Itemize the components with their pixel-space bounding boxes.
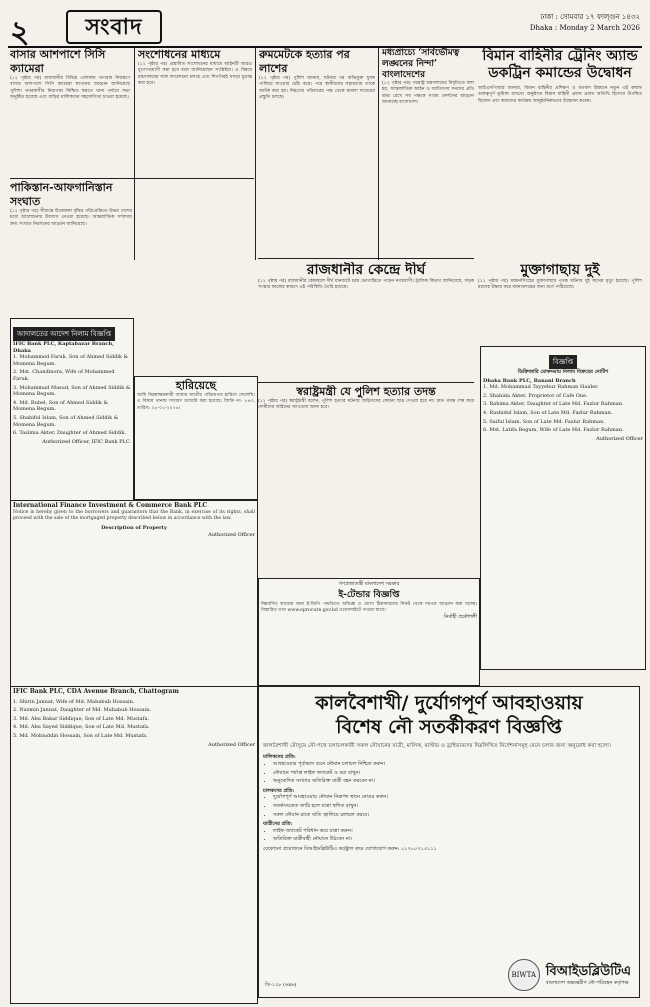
list-item: • অনুমোদিত সংখ্যার অতিরিক্ত যাত্রী বহন করবেন না। (273, 778, 635, 785)
notice-party-list (483, 384, 643, 434)
story-body: (১২ পৃষ্ঠার পর) রাজধানীর কেন্দ্রস্থলে দীর্ঘ যানজটে চরম ভোগান্তিতে পড়েন নগরবাসী। ট্রাফিক বিভাগ জানিয়েছে, সড়ক সংস্কার কাজের কারণে এই পরিস্থিতি তৈরি হয়েছে। (258, 279, 474, 291)
list-item: 2. Shahida Akter, Proprietor of Cafe One. (483, 392, 588, 399)
schedule-title: Description of Property (101, 525, 167, 532)
passengers-title: যাত্রীদের প্রতি: (263, 821, 293, 828)
list-item: • লাইফ জ্যাকেট পরিধান করে যাত্রা করুন। (273, 828, 635, 835)
story-amendment (138, 48, 252, 258)
story-middle-east (382, 48, 474, 258)
notice-ific-cda (10, 686, 258, 1004)
list-item: • আবহাওয়ার পূর্বাভাস শুনে নৌযান চলাচল নিশ্চিত করুন। (273, 761, 635, 768)
story-body: (১২ পৃষ্ঠার পর) পুলিশ জানায়, ঘটনার পর অভিযুক্ত যুবক পালিয়ে যাওয়ার চেষ্টা করে। পরে স্থানীয়দের সহায়তায় তাকে আটক করা হয়। নিহতের পরিবারের পক্ষ থেকে মামলা দায়েরের প্রস্তুতি চলছে। (259, 76, 375, 101)
list-item: 4. Rashidul Islam, Son of Late Md. Fazlur Rahman. (483, 409, 613, 416)
newspaper-logo: সংবাদ (66, 10, 162, 44)
list-item: • নৌযানে পর্যাপ্ত লাইফ জ্যাকেট ও বয়া রাখুন। (273, 770, 635, 777)
story-headline: সংশোধনের মাধ্যমে (138, 48, 221, 61)
notice-banner: বিজ্ঞপ্তি (549, 355, 577, 369)
story-roommate (259, 48, 375, 248)
list-item: 3. Mohammad Masud, Son of Ahmed Siddik & Momena Begum. (13, 384, 131, 398)
story-headline: মধ্যপ্রাচ্যে ‘সার্বভৌমত্ব লঙ্ঘনের নিন্দা’ বাংলাদেশের (382, 48, 460, 80)
story-body: আইএসপিআর জানায়, বিমান বাহিনীর প্রশিক্ষণ ও মতবাদ উন্নয়নে নতুন এই কমান্ড গুরুত্বপূর্ণ ভূমিকা রাখবে। অনুষ্ঠানে বিমান বাহিনী প্রধান প্রধান অতিথি হিসেবে উপস্থিত ছিলেন এবং কমান্ডের কার্যক্রম আনুষ্ঠানিকভাবে উদ্বোধন করেন। (478, 86, 642, 104)
list-item: 6. Taslima Akter, Daughter of Ahmed Siddik. (13, 430, 126, 437)
list-item: 1. Md. Mohammad Tayyebur Rahman Haider. (483, 384, 599, 391)
notice-heading: ই-টেন্ডার বিজ্ঞপ্তি (338, 589, 400, 600)
story-body: (১২ পৃষ্ঠার পর) সীমান্তে উত্তেজনা বৃদ্ধির পরিপ্রেক্ষিতে উভয় দেশের মধ্যে আলোচনার উদ্যোগ নেওয়া হয়েছে। আন্তর্জাতিক সম্প্রদায় দ্রুত সংঘাত নিরসনের আহ্বান জানিয়েছে। (10, 209, 132, 227)
list-item: • সকল নৌযান রাতে বাতি জ্বালিয়ে চলাচল করবে। (273, 812, 635, 819)
warning-intro: কালবৈশাখী মৌসুমে নৌ-পথে চলাচলকারী সকল নৌযানের যাত্রী, মালিক, মাস্টার ও ড্রাইভারদের নিম্নলিখিত নির্দেশনাসমূহ মেনে চলার জন্য অনুরোধ করা হলো। (263, 743, 611, 749)
list-item: 3. Rahima Akter, Daughter of Late Md. Fazlur Rahman. (483, 401, 624, 408)
notice-party-list (13, 354, 131, 437)
section-rule (258, 382, 474, 383)
story-airforce (478, 48, 642, 260)
warning-heading-1: কালবৈশাখী/ দুর্যোগপূর্ণ আবহাওয়ায় (315, 692, 583, 714)
list-item: 1. Mohammed Faruk, Son of Ahmed Siddik & Momena Begum. (13, 354, 128, 367)
story-body: (১২ পৃষ্ঠার পর) প্রস্তাবিত সংশোধনের মাধ্যমে আইনটি আরও যুগোপযোগী করা হবে বলে জানিয়েছেন সংশ্লিষ্টরা। এ বিষয়ে মন্ত্রণালয়ের সঙ্গে আলোচনা চলছে এবং শিগগিরই খসড়া চূড়ান্ত করা হবে। (138, 62, 252, 87)
notice-heading: IFIC Bank PLC, CDA Avenue Branch, Chattogram (13, 688, 179, 695)
story-headline: পাকিস্তান-আফগানিস্তান সংঘাত (10, 181, 113, 208)
notice-heading: International Finance Investment & Commerce Bank PLC (13, 502, 208, 509)
page-number: ২ (10, 15, 30, 50)
passengers-list (263, 828, 635, 843)
biwta-emblem-icon: BIWTA (508, 959, 540, 991)
dateline (530, 12, 640, 34)
notice-signature: Authorized Officer (208, 532, 255, 538)
lost-heading: হারিয়েছে (175, 379, 217, 392)
notice-heading: আদালতের আদেশ নিলাম বিজ্ঞপ্তি (13, 327, 115, 341)
notice-etender (258, 578, 480, 686)
notice-ifc-sale (10, 500, 258, 688)
owners-list (263, 761, 635, 785)
warning-agency-block (508, 959, 631, 991)
list-item: 5. Md. Mohiuddin Hossain, Son of Late Md. Mustafa. (13, 732, 148, 739)
notice-bank: IFIC Bank PLC, Kaptabazar Branch, Dhaka (13, 341, 114, 354)
owners-title: মালিকদের প্রতি: (263, 754, 296, 761)
notice-heading: ডিক্রিজারি মোকদ্দমায় নিলাম বিক্রয়ের নোটিশ (517, 369, 609, 375)
warning-ref: ডি-১২৮ (৬x৬) (265, 982, 297, 989)
list-item: 1. Shirin Jannat, Wife of Md. Mahabub Hossain. (13, 698, 135, 705)
section-rule (258, 258, 474, 259)
lost-body: আমি নিম্নস্বাক্ষরকারী আমার জাতীয় পরিচয়পত্র হারিয়ে ফেলেছি। এ বিষয়ে থানায় সাধারণ ডায়েরি করা হয়েছে। জিডি নং- ৮৪৩, তারিখ: ২৮-০২-২০২৬। (137, 393, 255, 411)
story-capital (258, 262, 474, 382)
story-headline: রুমমেটকে হত্যার পর লাশের (259, 48, 350, 75)
story-body: (১২ পৃষ্ঠার পর) রাজধানীর বিভিন্ন এলাকায় অপরাধ নিয়ন্ত্রণে বাসার আশপাশে সিসি ক্যামেরা স্থাপনের আহ্বান জানিয়েছে পুলিশ। নগরবাসীর নিরাপত্তা নিশ্চিত করতে থানা পর্যায়ে সভা অনুষ্ঠিত হয়েছে এবং বাড়ির মালিকদের সহযোগিতা চাওয়া হয়েছে। (10, 76, 130, 101)
notice-signature: Authorized Officer, IFIC Bank PLC. (42, 438, 131, 445)
story-headline: মুক্তাগাছায় দুই (520, 262, 600, 278)
notice-party-list (13, 699, 255, 740)
column-rule (378, 48, 379, 260)
warning-heading-2: বিশেষ নৌ সতর্কীকরণ বিজ্ঞপ্তি (336, 716, 562, 738)
story-headline: বাসার আশপাশে সিসি ক্যামেরা (10, 48, 106, 75)
story-muktagacha (478, 262, 642, 342)
story-home-minister (258, 385, 474, 575)
story-pak-afghan (10, 181, 132, 316)
date-bangla: ঢাকা : সোমবার ১৭ ফাল্গুন ১৪৩২ (540, 13, 640, 21)
notice-lost (134, 376, 258, 500)
list-item: 5. Shahiful Islam, Son of Ahmed Siddik & Momena Begum. (13, 414, 119, 428)
notice-signature: Authorized Officer (208, 741, 255, 748)
list-item: 3. Md. Abu Bakar Siddique, Son of Late Md. Mustafa. (13, 715, 150, 722)
notice-ific-auction (10, 318, 134, 504)
warning-agency-full: বাংলাদেশ অভ্যন্তরীণ নৌ-পরিবহন কর্তৃপক্ষ (545, 980, 629, 987)
crew-title: চালকদের প্রতি: (263, 787, 295, 794)
crew-list (263, 794, 635, 818)
list-item: 4. Md. Rubel, Son of Ahmed Siddik & Momena Begum. (13, 399, 108, 413)
column-rule (255, 48, 256, 260)
notice-office: গণপ্রজাতন্ত্রী বাংলাদেশ সরকার (338, 581, 400, 587)
story-headline: বিমান বাহিনীর ট্রেনিং অ্যান্ড ডকট্রিন কমান্ডের উদ্বোধন (482, 48, 638, 81)
section-rule (10, 178, 254, 179)
notice-dhaka-bank (480, 346, 646, 670)
notice-body: Notice is hereby given to the borrowers and guarantors that the Bank, in exercise of its rights, shall proceed with the sale of the mortgaged property described below in accordance with the law. (13, 509, 255, 521)
notice-signature: নির্বাহী প্রকৌশলী (443, 614, 477, 621)
list-item: 6. Mst. Latifa Begum, Wife of Late Md. Fazlur Rahman. (483, 427, 624, 434)
list-item: 2. Nazmin Jannat, Daughter of Md. Mahabub Hossain. (13, 707, 152, 714)
column-rule (134, 48, 135, 260)
notice-body: নিম্নবর্ণিত কাজের জন্য ই-জিপি পদ্ধতিতে অভিজ্ঞ ও যোগ্য ঠিকাদারদের নিকট থেকে দরপত্র আহ্বান করা যাচ্ছে। বিস্তারিত তথ্য www.eprocure.gov.bd ওয়েবসাইটে পাওয়া যাবে। (261, 601, 477, 613)
story-body: (১২ পৃষ্ঠার পর) স্বরাষ্ট্রমন্ত্রী বলেন, পুলিশ হত্যার ঘটনায় জড়িতদের কোনো ছাড় দেওয়া হবে না। দ্রুত তদন্ত শেষ করে দোষীদের আইনের আওতায় আনা হবে। (258, 399, 474, 411)
list-item: • দুর্যোগপূর্ণ আবহাওয়ায় নৌযান নিরাপদ স্থানে নোঙর করুন। (273, 794, 635, 801)
notice-signature: Authorized Officer (596, 435, 643, 442)
story-headline: রাজধানীর কেন্দ্রে দীর্ঘ (306, 262, 426, 278)
masthead (8, 6, 642, 48)
date-english: Dhaka : Monday 2 March 2026 (529, 24, 640, 32)
story-cctv (10, 48, 130, 178)
warning-contact: যেকোনো প্রয়োজনে বিআইডব্লিউটিএ কন্ট্রোল রুমে যোগাযোগ করুন: ০১৭০০৭১৩১১১ (263, 845, 437, 852)
warning-agency: বিআইডব্লিউটিএ (545, 964, 631, 980)
notice-weather-warning (258, 686, 640, 998)
list-item: 2. Mst. Chandinora, Wife of Mohammed Faruk. (13, 369, 115, 382)
list-item: • অতিরিক্ত যাত্রীবাহী নৌযানে উঠবেন না। (273, 836, 635, 843)
list-item: • সতর্কসংকেত জারি হলে যাত্রা স্থগিত রাখুন। (273, 803, 635, 810)
story-body: (১২ পৃষ্ঠার পর) ময়মনসিংহের মুক্তাগাছায় পৃথক ঘটনায় দুই জনের মৃত্যু হয়েছে। পুলিশ মরদেহ উদ্ধার করে ময়নাতদন্তের জন্য মর্গে পাঠিয়েছে। (478, 279, 642, 291)
story-body: (১২ পৃষ্ঠার পর) পররাষ্ট্র মন্ত্রণালয়ের বিবৃতিতে বলা হয়, আন্তর্জাতিক আইন ও জাতিসংঘ সনদের প্রতি শ্রদ্ধা রেখে সব পক্ষকে সংযম প্রদর্শনের আহ্বান জানাচ্ছে বাংলাদেশ। (382, 81, 474, 106)
story-headline: স্বরাষ্ট্রমন্ত্রী যে পুলিশ হত্যার তদন্ত (296, 385, 436, 398)
list-item: 5. Saiful Islam, Son of Late Md. Fazlur Rahman. (483, 418, 605, 425)
list-item: 4. Md. Abu Sayed Siddique, Son of Late Md. Mustafa. (13, 724, 150, 731)
notice-bank: Dhaka Bank PLC, Banani Branch (483, 377, 576, 384)
